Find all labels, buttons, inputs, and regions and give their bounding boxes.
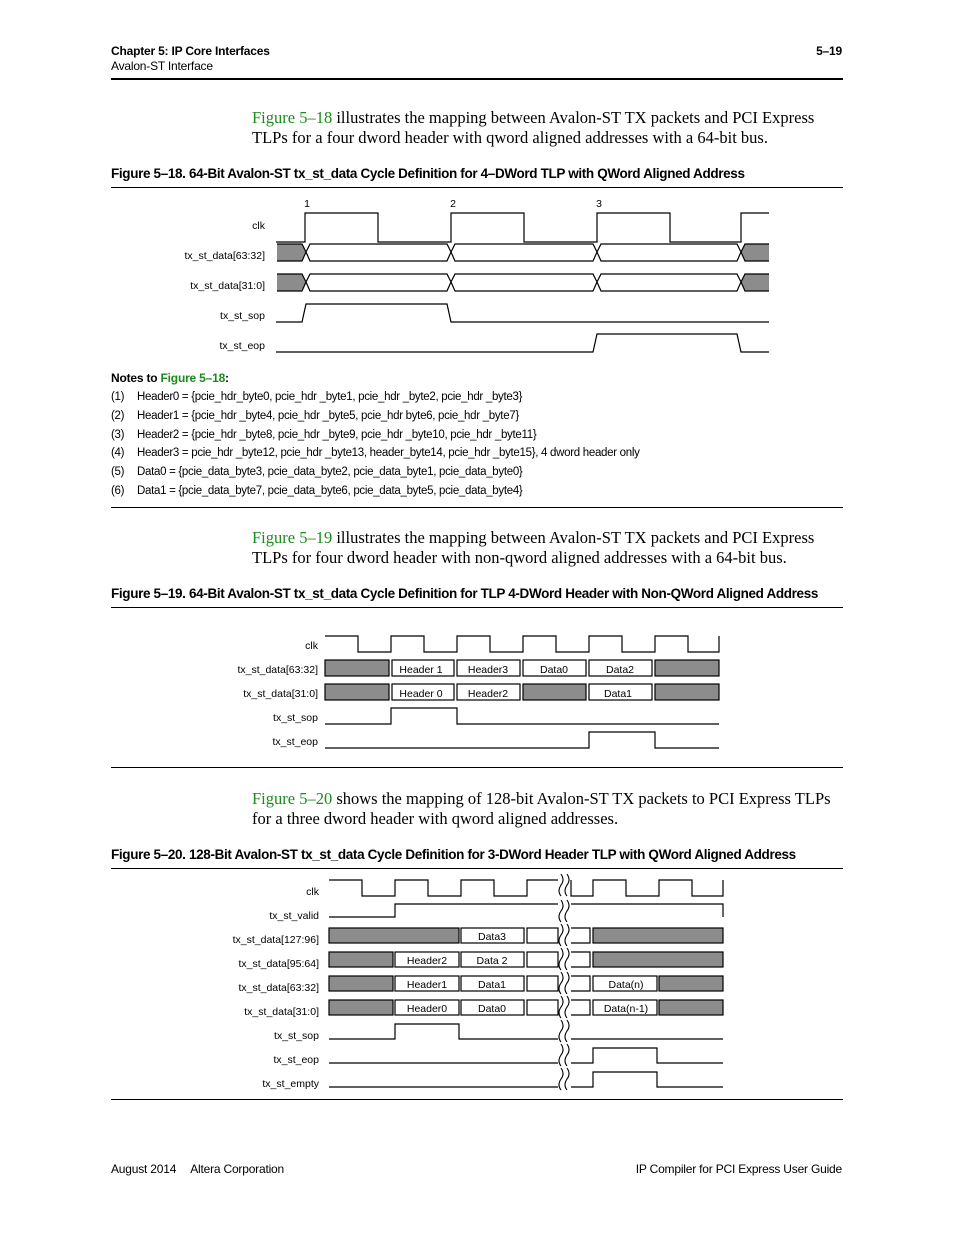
signal-tx-st-eop: tx_st_eop — [273, 1054, 319, 1066]
note-number: (1) — [111, 391, 125, 403]
cycle-label-2: 2 — [450, 198, 456, 210]
bus-label-data0: Data0 — [477, 1003, 507, 1015]
note-text: Header3 = pcie_hdr _byte12, pcie_hdr _byte13, header_byte14, pcie_hdr _byte15}, 4 dword header only — [137, 447, 640, 459]
bus-label-header0: Header 0 — [399, 688, 443, 700]
note-6 — [111, 485, 522, 497]
cycle-label-3: 3 — [596, 198, 602, 210]
clk-waveform — [276, 213, 769, 242]
note-3 — [111, 429, 536, 441]
clk-waveform — [325, 636, 719, 652]
signal-tx-st-data-63-32: tx_st_data[63:32] — [184, 250, 265, 262]
figure-5-20-link[interactable]: Figure 5–20 — [252, 789, 333, 808]
bus-label-data2: Data2 — [605, 664, 635, 676]
bus-label-data0: Data0 — [539, 664, 569, 676]
note-text: Data0 = {pcie_data_byte3, pcie_data_byte2, pcie_data_byte1, pcie_data_byte0} — [137, 466, 523, 478]
bus-label-header1: Header1 — [406, 979, 448, 991]
figure-5-18-diagram — [184, 198, 769, 352]
figure-5-20-bottom-rule — [111, 1099, 843, 1100]
sop-waveform — [276, 304, 769, 322]
bus-label-data3: Data3 — [477, 931, 507, 943]
figure-5-18-bottom-rule — [111, 507, 843, 508]
note-4 — [111, 447, 640, 459]
figure-5-18-title: Figure 5–18. 64-Bit Avalon-ST tx_st_data Cycle Definition for 4–DWord TLP with QWord Aligned Address — [111, 166, 745, 181]
data-63-32-bus — [277, 244, 769, 261]
footer-company: Altera Corporation — [190, 1162, 284, 1176]
time-break-marks — [559, 874, 569, 1090]
note-number: (2) — [111, 410, 125, 422]
paragraph-3 — [252, 789, 862, 829]
note-number: (3) — [111, 429, 125, 441]
paragraph-2-line-2: TLPs for four dword header with non-qword aligned addresses with a 64-bit bus. — [252, 548, 787, 567]
note-number: (6) — [111, 485, 125, 497]
note-text: Header1 = {pcie_hdr _byte4, pcie_hdr _byte5, pcie_hdr byte6, pcie_hdr _byte7} — [137, 410, 519, 422]
note-1 — [111, 391, 522, 403]
data-31-0-bus — [277, 274, 769, 291]
footer-left — [111, 1162, 284, 1176]
page-number: 5–19 — [816, 44, 842, 58]
signal-clk: clk — [252, 220, 265, 232]
bus-label-data1: Data1 — [477, 979, 507, 991]
sop-waveform — [325, 708, 719, 724]
note-number: (5) — [111, 466, 125, 478]
signal-tx-st-data-31-0: tx_st_data[31:0] — [243, 688, 318, 700]
paragraph-1-line-2: TLPs for a four dword header with qword aligned addresses with a 64-bit bus. — [252, 128, 768, 147]
signal-tx-st-data-63-32: tx_st_data[63:32] — [237, 664, 318, 676]
signal-tx-st-data-127-96: tx_st_data[127:96] — [232, 934, 319, 946]
bus-label-data-2: Data 2 — [476, 955, 508, 967]
figure-5-20-title: Figure 5–20. 128-Bit Avalon-ST tx_st_data Cycle Definition for 3-DWord Header TLP with QWord Aligned Address — [111, 847, 796, 862]
signal-clk: clk — [305, 640, 318, 652]
eop-waveform — [329, 1048, 723, 1063]
note-text: Header0 = {pcie_hdr_byte0, pcie_hdr _byte1, pcie_hdr _byte2, pcie_hdr _byte3} — [137, 391, 523, 403]
signal-tx-st-empty: tx_st_empty — [262, 1078, 319, 1090]
note-text: Header2 = {pcie_hdr _byte8, pcie_hdr _byte9, pcie_hdr _byte10, pcie_hdr _byte11} — [137, 429, 537, 441]
paragraph-2-line-1: illustrates the mapping between Avalon-ST TX packets and PCI Express — [332, 528, 815, 547]
paragraph-3-line-1: shows the mapping of 128-bit Avalon-ST TX packets to PCI Express TLPs — [332, 789, 831, 808]
bus-label-data-n-1: Data(n-1) — [603, 1003, 649, 1015]
signal-tx-st-sop: tx_st_sop — [273, 712, 318, 724]
note-number: (4) — [111, 447, 125, 459]
note-text: Data1 = {pcie_data_byte7, pcie_data_byte6, pcie_data_byte5, pcie_data_byte4} — [137, 485, 523, 497]
bus-label-header2: Header2 — [406, 955, 448, 967]
section-heading: Avalon-ST Interface — [111, 59, 213, 73]
eop-waveform — [276, 334, 769, 352]
sop-waveform — [329, 1024, 723, 1039]
figure-5-19-bottom-rule — [111, 767, 843, 768]
signal-tx-st-valid: tx_st_valid — [269, 910, 319, 922]
signal-tx-st-sop: tx_st_sop — [220, 310, 265, 322]
bus-label-header3: Header3 — [467, 664, 509, 676]
paragraph-1-line-1: illustrates the mapping between Avalon-ST TX packets and PCI Express — [332, 108, 815, 127]
signal-tx-st-data-31-0: tx_st_data[31:0] — [190, 280, 265, 292]
signal-clk: clk — [306, 886, 319, 898]
paragraph-2 — [252, 528, 852, 568]
signal-tx-st-eop: tx_st_eop — [272, 736, 318, 748]
notes-prefix: Notes to — [111, 371, 161, 385]
bus-label-header2: Header2 — [467, 688, 509, 700]
bus-label-data-n: Data(n) — [608, 979, 644, 991]
valid-waveform — [329, 904, 723, 917]
signal-tx-st-data-31-0: tx_st_data[31:0] — [244, 1006, 319, 1018]
note-5 — [111, 466, 522, 478]
figure-5-19-link[interactable]: Figure 5–19 — [252, 528, 333, 547]
chapter-heading: Chapter 5: IP Core Interfaces — [111, 44, 270, 58]
notes-figure-link[interactable]: Figure 5–18 — [160, 371, 226, 385]
notes-heading — [111, 371, 229, 385]
footer-guide-title: IP Compiler for PCI Express User Guide — [635, 1162, 842, 1176]
bus-label-header0: Header0 — [406, 1003, 448, 1015]
figure-5-20-diagram — [0, 860, 954, 1110]
empty-waveform — [329, 1072, 723, 1087]
notes-suffix: : — [225, 371, 229, 385]
bus-label-data1: Data1 — [603, 688, 633, 700]
signal-tx-st-data-63-32: tx_st_data[63:32] — [238, 982, 319, 994]
bus-label-header1: Header 1 — [399, 664, 443, 676]
signal-tx-st-eop: tx_st_eop — [219, 340, 265, 352]
clk-waveform — [329, 880, 723, 896]
footer-date: August 2014 — [111, 1162, 177, 1176]
signal-tx-st-data-95-64: tx_st_data[95:64] — [238, 958, 319, 970]
cycle-label-1: 1 — [304, 198, 310, 210]
signal-tx-st-sop: tx_st_sop — [274, 1030, 319, 1042]
figure-5-19-diagram — [0, 600, 954, 780]
paragraph-3-line-2: for a three dword header with qword aligned addresses. — [252, 809, 619, 828]
note-2 — [111, 410, 519, 422]
figure-5-19-title: Figure 5–19. 64-Bit Avalon-ST tx_st_data Cycle Definition for TLP 4-DWord Header with Non-QWord Aligned Address — [111, 586, 819, 601]
figure-5-18-link[interactable]: Figure 5–18 — [252, 108, 333, 127]
eop-waveform — [325, 732, 719, 748]
